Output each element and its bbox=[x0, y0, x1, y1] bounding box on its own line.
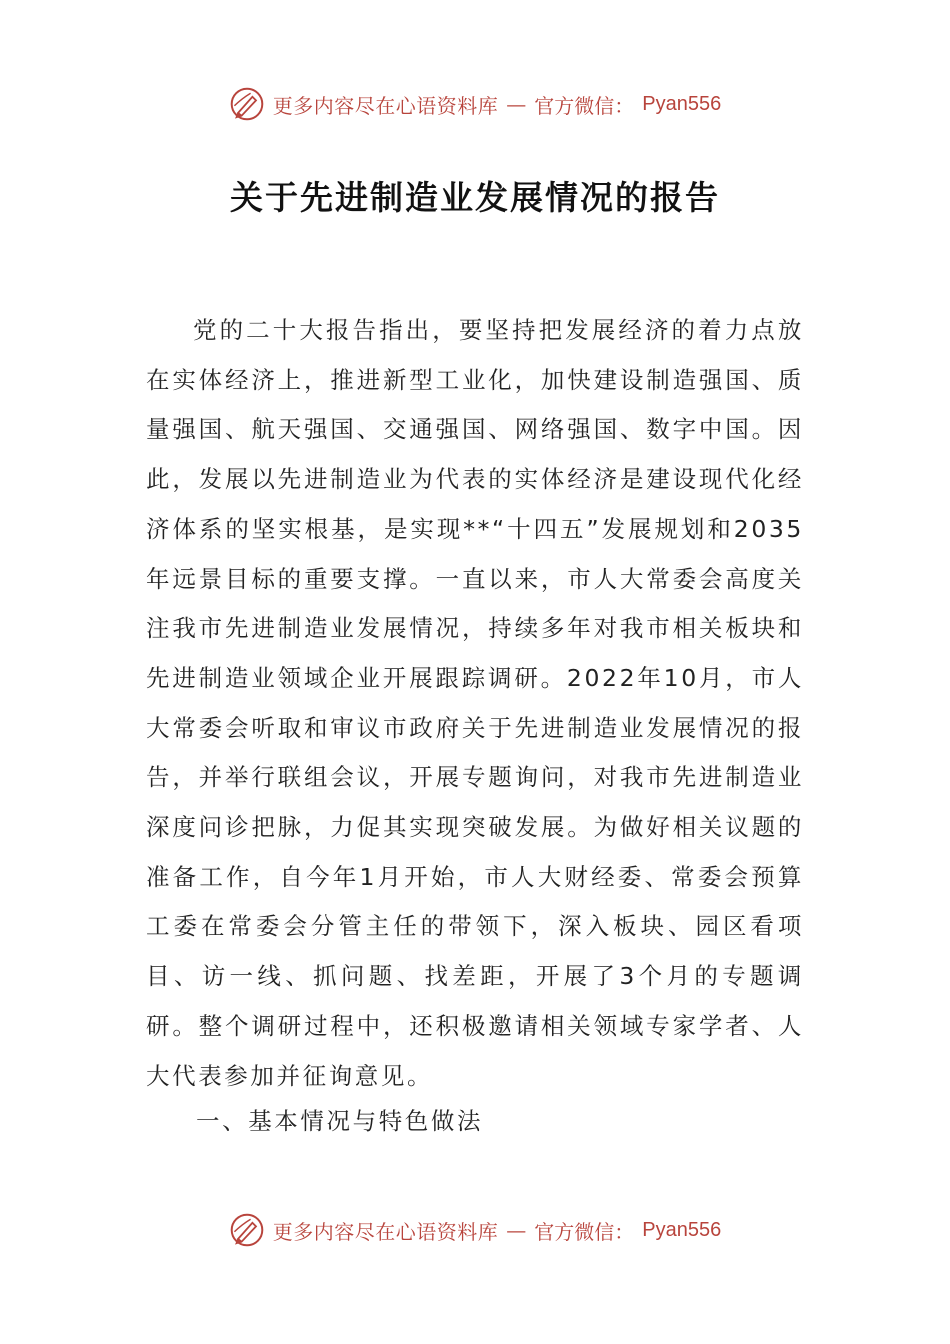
banner-wechat-id: Pyan556 bbox=[642, 1218, 722, 1241]
pen-logo-icon bbox=[229, 86, 265, 122]
body-paragraph: 党的二十大报告指出，要坚持把发展经济的着力点放在实体经济上，推进新型工业化，加快建设制造强国、质量强国、航天强国、交通强国、网络强国、数字中国。因此，发展以先进制造业为代表的实体经济是建设现代化经济体系的坚实根基，是实现**“十四五”发展规划和2035年远景目标的重要支撑。一直以来，市人大常委会高度关注我市先进制造业发展情况，持续多年对我市相关板块和先进制造业领域企业开展跟踪调研。2022年10月，市人大常委会听取和审议市政府关于先进制造业发展情况的报告，并举行联组会议，开展专题询问，对我市先进制造业深度问诊把脉，力促其实现突破发展。为做好相关议题的准备工作，自今年1月开始，市人大财经委、常委会预算工委在常委会分管主任的带领下，深入板块、园区看项目、访一线、抓问题、找差距，开展了3个月的专题调研。整个调研过程中，还积极邀请相关领域专家学者、人大代表参加并征询意见。 bbox=[146, 316, 804, 1090]
header-banner bbox=[0, 84, 950, 124]
document-title: 关于先进制造业发展情况的报告 bbox=[230, 178, 720, 217]
footer-banner bbox=[0, 1210, 950, 1250]
banner-wechat-label: 官方微信： bbox=[534, 93, 635, 118]
banner-wechat-label: 官方微信： bbox=[534, 1219, 635, 1244]
section-heading: 一、基本情况与特色做法 bbox=[196, 1107, 484, 1135]
banner-wechat-id: Pyan556 bbox=[642, 92, 722, 115]
banner-main-text: 更多内容尽在心语资料库 bbox=[272, 1219, 499, 1244]
banner-separator: — bbox=[506, 92, 527, 116]
pen-logo-icon bbox=[229, 1212, 265, 1248]
banner-separator: — bbox=[506, 1218, 527, 1242]
banner-main-text: 更多内容尽在心语资料库 bbox=[272, 93, 499, 118]
